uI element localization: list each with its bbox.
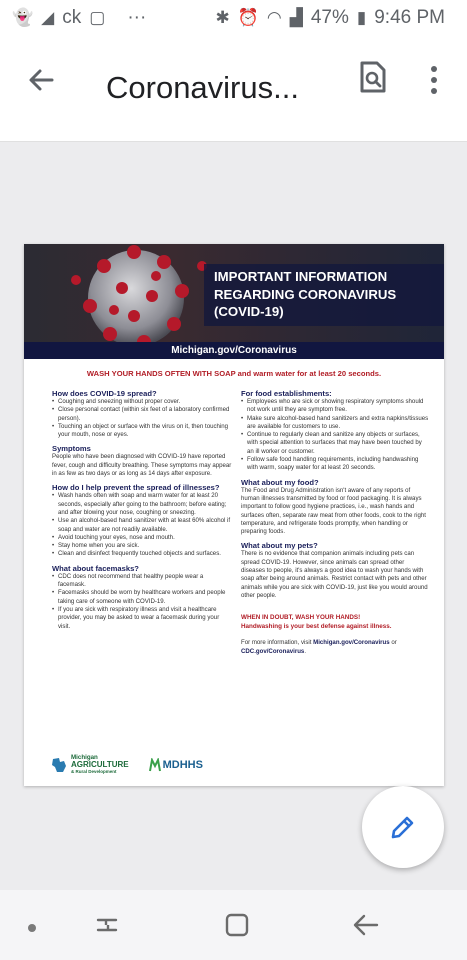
list-item: • Facemasks should be worn by healthcare workers and people taking care of someone with COVID-19. xyxy=(52,589,232,606)
agri-line2: AGRICULTURE xyxy=(71,760,129,769)
list-item: • Use an alcohol-based hand sanitizer with at least 60% alcohol if soap and water are not readily available. xyxy=(52,517,232,534)
wash-reminder xyxy=(241,614,429,631)
arrow-back-icon xyxy=(22,60,62,100)
back-button[interactable] xyxy=(22,60,62,100)
pencil-icon xyxy=(389,813,417,841)
nav-back-button[interactable] xyxy=(352,912,380,938)
alarm-icon: ⏰ xyxy=(237,8,259,27)
food-text: The Food and Drug Administration isn't aware of any reports of human illnesses transmitted by food or food packaging. It is always important to follow good hygiene practices, i.e., wash hands and surfaces often, separate raw meat from other foods, cook to the right temperature, and refrigerate foods promptly, when handling or preparing foods. xyxy=(241,486,426,536)
section-heading: How does COVID-19 spread? xyxy=(52,389,157,398)
signal-icon: ◢ xyxy=(41,8,55,27)
right-column xyxy=(241,389,429,656)
section-heading: Symptoms xyxy=(52,444,91,454)
mdhhs-mark-icon xyxy=(149,758,161,772)
more-info-prefix: For more information, visit xyxy=(241,639,314,647)
virus-image xyxy=(64,244,214,342)
list-item: • If you are sick with respiratory illness and visit a healthcare provider, you may be asked to wear a facemask during your visit. xyxy=(52,606,232,631)
list-item: • Avoid touching your eyes, nose and mouth. xyxy=(52,534,232,542)
status-bar xyxy=(0,0,467,38)
home-button[interactable] xyxy=(224,912,250,938)
more-info-end: . xyxy=(304,647,307,655)
find-in-document-button[interactable] xyxy=(356,60,390,94)
wash-reminder-line1: WHEN IN DOUBT, WASH YOUR HANDS! xyxy=(241,614,361,622)
section-heading: How do I help prevent the spread of illnesses? xyxy=(52,483,220,493)
list-item: • Stay home when you are sick. xyxy=(52,542,232,550)
prevent-list xyxy=(52,492,232,558)
list-item: • Coughing and sneezing without proper cover. xyxy=(52,398,232,406)
michigan-map-icon xyxy=(50,756,68,774)
list-item: • Touching an object or surface with the virus on it, then touching your mouth, nose or eyes. xyxy=(52,423,232,440)
navigation-bar xyxy=(0,890,467,960)
logos xyxy=(50,754,203,775)
battery-percent: 47% xyxy=(310,7,349,28)
agri-line3: & Rural Development xyxy=(71,769,117,774)
list-item: • Follow safe food handling requirements, including handwashing with warm, soapy water for at least 20 seconds. xyxy=(241,456,429,473)
document-page xyxy=(24,244,444,786)
bluetooth-icon: ✱ xyxy=(215,8,230,27)
section-heading: What about facemasks? xyxy=(52,563,139,573)
wash-hands-heading: WASH YOUR HANDS OFTEN WITH SOAP and warm water for at least 20 seconds. xyxy=(86,369,382,378)
masks-list xyxy=(52,573,232,631)
link-cdc[interactable]: CDC.gov/Coronavirus xyxy=(241,647,305,655)
more-notifications: ··· xyxy=(127,7,147,28)
pets-text: There is no evidence that companion animals including pets can spread COVID-19. However, since animals can spread other diseases to people, it's always a good idea to wash your hands with soap after being around animals. Restrict contact with pets and other animals while you are sick with COVID-19, just like you would around other people. xyxy=(241,550,428,599)
battery-icon: ▮ xyxy=(356,8,367,27)
list-item: • Close personal contact (within six feet of a laboratory confirmed person). xyxy=(52,406,232,423)
document-title: Coronavirus... xyxy=(106,70,299,105)
app-bar xyxy=(0,38,467,142)
banner-url: Michigan.gov/Coronavirus xyxy=(24,342,444,359)
back-arrow-icon xyxy=(352,912,380,938)
clock: 9:46 PM xyxy=(374,7,445,28)
left-column xyxy=(52,389,232,631)
recent-apps-button[interactable] xyxy=(94,912,120,938)
more-options-button[interactable] xyxy=(422,60,446,100)
list-item: • Continue to regularly clean and sanitize any objects or surfaces, with special attention to surfaces that may have been touched by an ill worker or customer. xyxy=(241,431,429,456)
status-left-text: ck xyxy=(62,7,82,28)
agriculture-logo xyxy=(50,754,129,775)
document-viewer[interactable] xyxy=(0,142,467,890)
food-establishments-list xyxy=(241,398,429,473)
image-icon: ▢ xyxy=(89,8,106,27)
more-info-or: or xyxy=(389,639,397,647)
wash-reminder-line2: Handwashing is your best defense against illness. xyxy=(241,622,392,630)
more-info xyxy=(241,639,429,656)
nav-dot-icon[interactable] xyxy=(28,924,36,932)
wifi-icon: ◠ xyxy=(266,8,282,27)
recent-apps-icon xyxy=(94,912,120,938)
mdhhs-logo xyxy=(149,758,203,772)
section-heading: What about my pets? xyxy=(241,541,318,551)
agri-line1: Michigan xyxy=(71,754,98,761)
mdhhs-text: MDHHS xyxy=(162,758,203,771)
section-heading: What about my food? xyxy=(241,477,319,487)
search-document-icon xyxy=(356,60,390,94)
cell-signal-icon: ▟ xyxy=(289,8,303,27)
list-item: • Make sure alcohol-based hand sanitizers and extra napkins/tissues are available for customers to use. xyxy=(241,415,429,432)
edit-fab[interactable] xyxy=(362,786,444,868)
banner xyxy=(24,244,444,342)
banner-title: IMPORTANT INFORMATION REGARDING CORONAVIRUS (COVID-19) xyxy=(214,269,397,319)
list-item: • CDC does not recommend that healthy people wear a facemask. xyxy=(52,573,232,590)
section-heading: For food establishments: xyxy=(241,389,332,398)
list-item: • Wash hands often with soap and warm water for at least 20 seconds, especially after going to the bathroom; before eating; and after blowing your nose, coughing or sneezing. xyxy=(52,492,232,517)
snapchat-icon: 👻 xyxy=(12,8,34,27)
list-item: • Clean and disinfect frequently touched objects and surfaces. xyxy=(52,550,232,558)
spread-list xyxy=(52,398,232,439)
list-item: • Employees who are sick or showing respiratory symptoms should not work until they are symptom free. xyxy=(241,398,429,415)
link-michigan[interactable]: Michigan.gov/Coronavirus xyxy=(313,639,390,647)
more-vert-icon xyxy=(422,60,446,100)
symptoms-text: People who have been diagnosed with COVID-19 have reported fever, cough and difficulty breathing. These symptoms may appear in as few as two days or as long as 14 days after exposure. xyxy=(52,453,232,478)
home-icon xyxy=(224,912,250,938)
